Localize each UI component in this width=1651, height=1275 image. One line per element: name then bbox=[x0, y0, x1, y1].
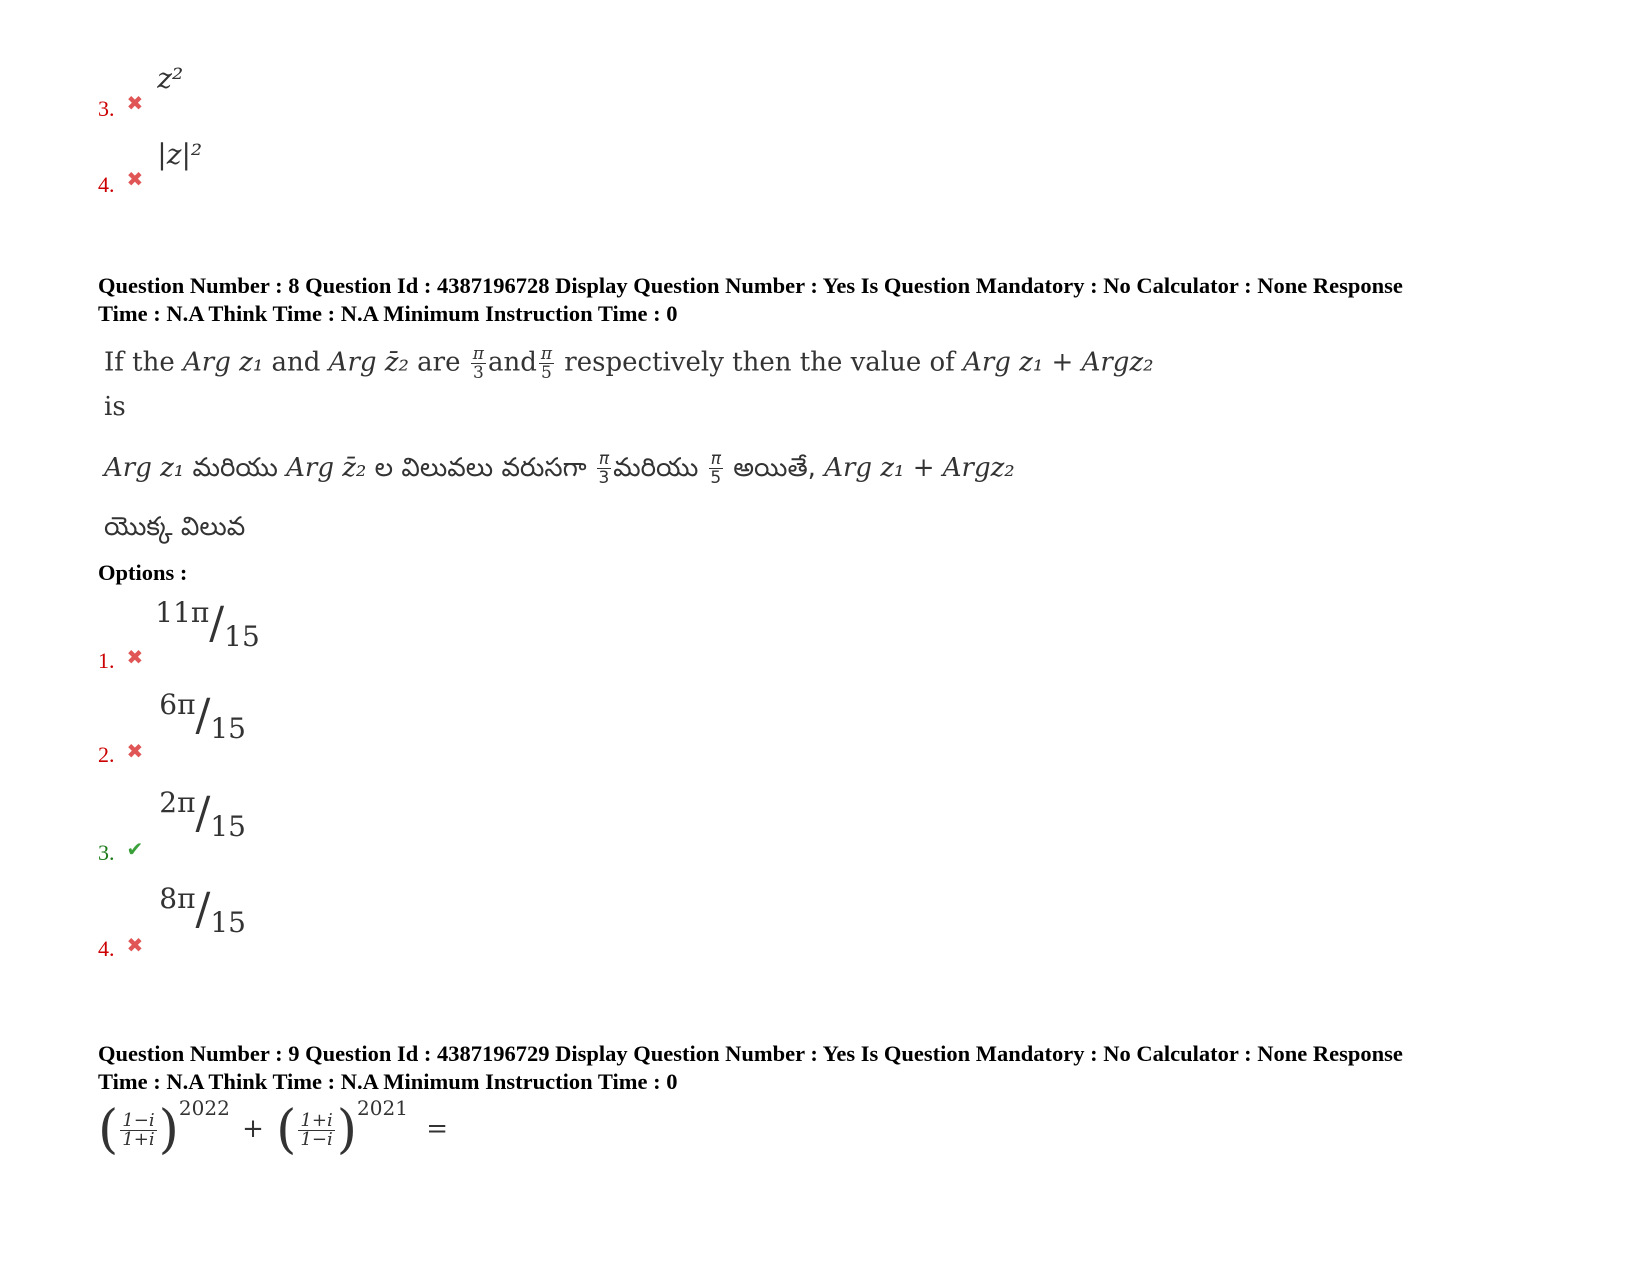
text-fragment: are bbox=[417, 347, 461, 378]
question-meta-line: Time : N.A Think Time : N.A Minimum Instruction Time : 0 bbox=[98, 301, 678, 326]
question-meta bbox=[98, 272, 1578, 328]
text-fragment: If the bbox=[104, 347, 175, 378]
question-meta-line: Time : N.A Think Time : N.A Minimum Instruction Time : 0 bbox=[98, 1069, 678, 1094]
fraction: $\frac{\pi}{3}$ bbox=[598, 449, 610, 488]
question-expression: ( $\frac{1-i}{1+i}$ )$^{2022}$ + ( $\frac{1+i}{1-i}$ )$^{2021}$ = bbox=[98, 1096, 448, 1160]
cross-icon: ✖ bbox=[126, 935, 144, 957]
text-fragment: ల bbox=[374, 453, 394, 483]
check-icon: ✔ bbox=[126, 839, 144, 861]
question-meta bbox=[98, 1040, 1578, 1096]
option-number: 3. bbox=[98, 96, 115, 121]
question-meta-line: Question Number : 8 Question Id : 4387196728 Display Question Number : Yes Is Question Mandatory : No Calculator : None Response bbox=[98, 273, 1403, 298]
math-fragment: Arg z₁ bbox=[104, 453, 185, 483]
option-row bbox=[98, 786, 246, 865]
option-row bbox=[98, 62, 184, 121]
cross-icon: ✖ bbox=[126, 647, 144, 669]
fraction: $\frac{1+i}{1-i}$ bbox=[300, 1109, 333, 1150]
exponent: 2021 bbox=[357, 1096, 408, 1120]
option-row bbox=[98, 596, 260, 673]
option-expression: 2π/15 bbox=[159, 786, 246, 843]
option-expression: z² bbox=[157, 62, 184, 95]
cross-icon: ✖ bbox=[126, 169, 144, 191]
text-fragment: మరియు bbox=[613, 453, 699, 483]
option-expression: 6π/15 bbox=[159, 688, 246, 745]
option-row bbox=[98, 138, 203, 197]
text-fragment: విలువలు bbox=[401, 453, 494, 483]
option-row bbox=[98, 882, 246, 961]
text-fragment: అయితే, bbox=[733, 453, 816, 483]
question-text-telugu-line2: యొక్క విలువ bbox=[104, 512, 246, 542]
text-fragment: and bbox=[271, 347, 321, 378]
option-expression: 8π/15 bbox=[159, 882, 246, 939]
cross-icon: ✖ bbox=[126, 93, 144, 115]
option-expression: 11π/15 bbox=[155, 596, 260, 653]
math-fragment: Arg z̄₂ bbox=[328, 347, 409, 378]
fraction: $\frac{\pi}{3}$ bbox=[472, 344, 484, 383]
text-fragment: మరియు bbox=[192, 453, 278, 483]
text-fragment: respectively then the value of bbox=[564, 347, 955, 378]
text-fragment: వరుసగా bbox=[501, 453, 587, 483]
math-fragment: Arg z₁ bbox=[183, 347, 264, 378]
question-meta-line: Question Number : 9 Question Id : 4387196729 Display Question Number : Yes Is Question Mandatory : No Calculator : None Response bbox=[98, 1041, 1403, 1066]
fraction: $\frac{\pi}{5}$ bbox=[540, 344, 553, 383]
options-label: Options : bbox=[98, 560, 188, 585]
option-number: 4. bbox=[98, 936, 115, 961]
option-row bbox=[98, 688, 246, 767]
operator: + bbox=[242, 1114, 264, 1144]
question-text-telugu bbox=[104, 450, 1015, 489]
option-number: 1. bbox=[98, 648, 115, 673]
option-number: 2. bbox=[98, 742, 115, 767]
fraction: $\frac{\pi}{5}$ bbox=[710, 449, 722, 488]
fraction: $\frac{1-i}{1+i}$ bbox=[122, 1109, 155, 1150]
operator: = bbox=[426, 1114, 448, 1144]
option-number: 3. bbox=[98, 840, 115, 865]
option-number: 4. bbox=[98, 172, 115, 197]
math-fragment: Arg z̄₂ bbox=[286, 453, 367, 483]
question-text-english bbox=[104, 345, 1154, 382]
exponent: 2022 bbox=[178, 1096, 230, 1120]
option-expression: |z|² bbox=[157, 138, 203, 171]
cross-icon: ✖ bbox=[126, 741, 144, 763]
text-fragment: and bbox=[487, 347, 537, 378]
question-text-english-line2: is bbox=[104, 392, 126, 422]
math-fragment: Arg z₁ + Argz₂ bbox=[963, 347, 1154, 378]
math-fragment: Arg z₁ + Argz₂ bbox=[824, 453, 1015, 483]
